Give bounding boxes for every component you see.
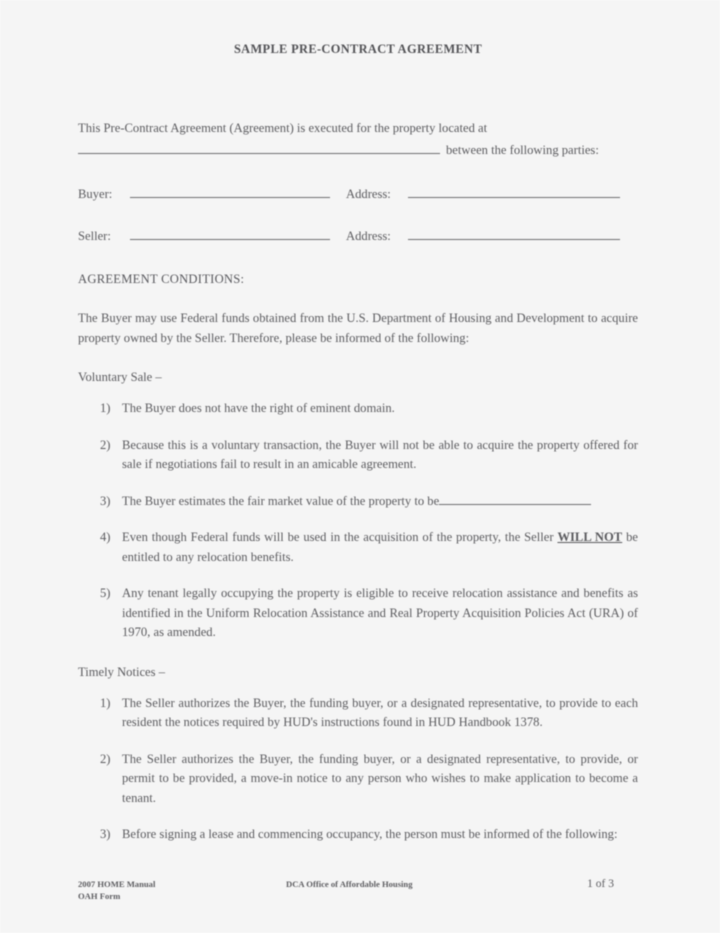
intro-paragraph xyxy=(78,119,638,160)
property-address-blank[interactable] xyxy=(78,140,440,154)
list-item-number: 4) xyxy=(100,530,111,544)
list-item xyxy=(78,436,638,475)
list-item xyxy=(78,528,638,567)
list-item xyxy=(78,584,638,643)
list-item-text: Any tenant legally occupying the property is eligible to receive relocation assistance and benefits as identified in the Uniform Relocation Assistance and Real Property Acquisition Policies Act (URA) of 1970, as amended. xyxy=(122,586,638,639)
parties-block xyxy=(78,184,638,246)
list-item xyxy=(78,694,638,733)
timely-notices-list xyxy=(78,694,638,845)
list-item-text: Because this is a voluntary transaction, the Buyer will not be able to acquire the property offered for sale if negotiations fail to result in an amicable agreement. xyxy=(122,437,638,471)
document-body xyxy=(78,0,638,845)
seller-address-blank[interactable] xyxy=(408,226,620,240)
intro-line-1: This Pre-Contract Agreement (Agreement) is executed for the property located at xyxy=(78,121,488,135)
page-footer xyxy=(78,879,614,902)
list-item xyxy=(78,825,638,845)
footer-left-block xyxy=(78,879,258,902)
list-item-number: 2) xyxy=(100,751,111,766)
seller-row xyxy=(78,226,638,246)
list-item-number: 5) xyxy=(100,586,111,600)
list-item-text: The Seller authorizes the Buyer, the funding buyer, or a designated representative, to provide, or permit to be provided, a move-in notice to any person who wishes to make application to become a tenant. xyxy=(122,751,638,805)
footer-agency-name: DCA Office of Affordable Housing xyxy=(286,879,413,889)
fair-market-value-blank[interactable] xyxy=(439,492,591,505)
page-title: SAMPLE PRE-CONTRACT AGREEMENT xyxy=(233,42,483,56)
list-item-number: 3) xyxy=(100,827,111,841)
list-item xyxy=(78,750,638,809)
list-item-text: The Buyer estimates the fair market value of the property to be xyxy=(122,493,440,508)
list-item-number: 2) xyxy=(100,437,111,452)
buyer-name-blank[interactable] xyxy=(130,184,330,198)
buyer-address-blank[interactable] xyxy=(408,184,620,198)
footer-manual-name: 2007 HOME Manual xyxy=(78,879,156,889)
list-item-text: The Seller authorizes the Buyer, the funding buyer, or a designated representative, to provide to each resident the notices required by HUD's instructions found in HUD Handbook 1378. xyxy=(122,695,638,729)
agreement-conditions-intro: The Buyer may use Federal funds obtained from the U.S. Department of Housing and Development to acquire property owned by the Seller. Therefore, please be informed of the following: xyxy=(78,311,638,345)
buyer-row xyxy=(78,184,638,204)
list-item xyxy=(78,399,638,419)
list-item xyxy=(78,492,638,512)
voluntary-sale-list xyxy=(78,399,638,643)
list-item-number: 1) xyxy=(100,401,111,415)
list-item-text: The Buyer does not have the right of eminent domain. xyxy=(122,401,395,415)
seller-address-label: Address: xyxy=(346,229,391,243)
will-not-emphasis: WILL NOT xyxy=(557,530,623,544)
intro-line-2-suffix: between the following parties: xyxy=(446,143,599,157)
property-address-blank-row xyxy=(78,140,638,160)
list-item-number: 3) xyxy=(100,493,111,508)
buyer-address-label: Address: xyxy=(346,187,391,201)
list-item-text: Before signing a lease and commencing occupancy, the person must be informed of the following: xyxy=(122,827,618,841)
seller-name-blank[interactable] xyxy=(130,226,330,240)
footer-form-name: OAH Form xyxy=(78,890,121,901)
list-item-text-before: Even though Federal funds will be used in the acquisition of the property, the Seller xyxy=(122,530,558,544)
timely-notices-heading: Timely Notices – xyxy=(78,664,165,679)
footer-page-number: 1 of 3 xyxy=(587,878,614,890)
seller-label: Seller: xyxy=(78,229,111,243)
list-item-text-after: be entitled to any relocation benefits. xyxy=(122,530,638,564)
voluntary-sale-heading: Voluntary Sale – xyxy=(78,370,162,384)
agreement-conditions-heading: AGREEMENT CONDITIONS: xyxy=(78,272,245,286)
list-item-number: 1) xyxy=(100,695,111,710)
buyer-label: Buyer: xyxy=(78,187,113,201)
